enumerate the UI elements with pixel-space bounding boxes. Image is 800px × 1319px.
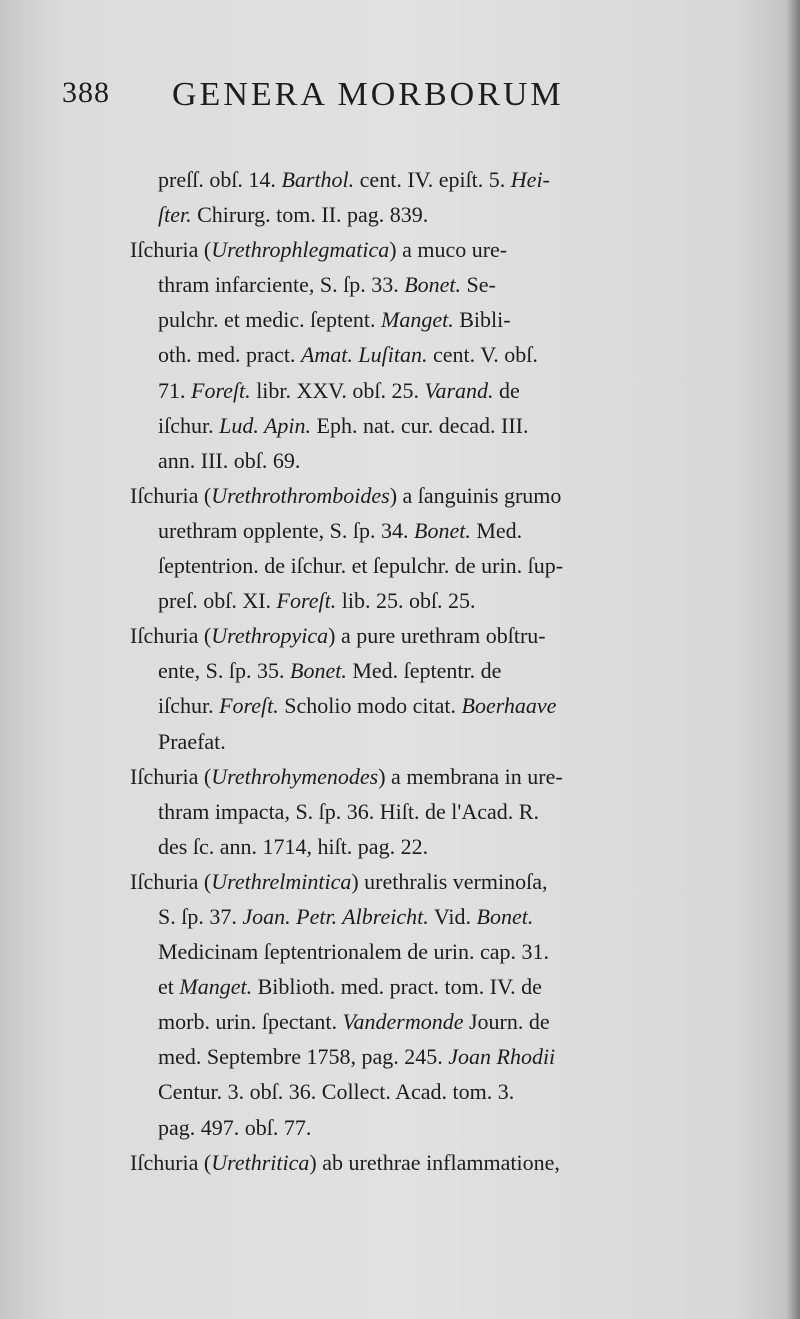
text-segment: Iſchuria ( [130,482,212,508]
text-segment: Biblioth. med. pract. tom. IV. de [252,974,542,1000]
text-segment: thram impacta, S. ſp. 36. Hiſt. de l'Acad. R. [158,798,539,824]
text-segment: Vid. [428,903,477,929]
text-segment: libr. XXV. obſ. 25. [250,377,425,403]
text-line [130,794,708,829]
text-segment: Med. ſeptentr. de [346,658,502,684]
text-line [130,688,708,723]
text-line [130,864,708,899]
text-segment: iſchur. [158,693,220,719]
text-segment: preſ. obſ. XI. [158,588,277,614]
italic-text: Amat. Luſitan. [300,342,428,368]
text-line [130,969,708,1004]
text-segment: Iſchuria ( [130,623,212,649]
text-segment: Journ. de [463,1009,550,1035]
text-line [130,443,708,478]
text-segment: Iſchuria ( [130,868,212,894]
text-line [130,724,708,759]
text-line [130,1004,708,1039]
text-segment: cent. V. obſ. [427,342,538,368]
text-line [130,232,708,267]
running-title: GENERA MORBORUM [172,76,564,113]
text-segment: Iſchuria ( [130,1149,212,1175]
italic-text: Urethrohymenodes [211,763,379,789]
text-segment: ) a membrana in ure- [378,763,563,789]
text-line [130,1074,708,1109]
text-segment: Medicinam ſeptentrionalem de urin. cap. 31. [158,939,549,965]
italic-text: Urethrothromboides [211,482,390,508]
italic-text: Urethropyica [211,623,329,649]
text-block [130,162,708,1180]
text-segment: Iſchuria ( [130,763,212,789]
text-segment: lib. 25. obſ. 25. [336,588,476,614]
text-segment: ) ab urethrae inflammatione, [309,1149,560,1175]
text-line [130,513,708,548]
text-segment: Iſchuria ( [130,237,212,263]
italic-text: Bonet. [290,658,347,684]
text-line [130,197,708,232]
text-line [130,337,708,372]
italic-text: Urethritica [211,1149,310,1175]
italic-text: Lud. Apin. [219,412,311,438]
text-segment: ente, S. ſp. 35. [158,658,290,684]
text-segment: cent. IV. epiſt. 5. [354,167,511,192]
text-segment: thram infarciente, S. ſp. 33. [158,272,405,298]
italic-text: Varand. [424,377,494,403]
text-line [130,583,708,618]
text-segment: S. ſp. 37. [158,903,243,929]
text-segment: pag. 497. obſ. 77. [158,1114,312,1140]
text-segment: ann. III. obſ. 69. [158,447,301,473]
text-segment: ſeptentrion. de iſchur. et ſepulchr. de urin. ſup- [158,553,564,579]
text-line [130,829,708,864]
italic-text: ſter. [158,202,192,228]
text-segment: Chirurg. tom. II. pag. 839. [191,202,429,228]
page-number: 388 [62,76,110,109]
italic-text: Boerhaave [461,693,557,719]
text-segment: Se- [461,272,496,298]
text-segment: Eph. nat. cur. decad. III. [311,412,529,438]
text-line [130,1039,708,1074]
italic-text: Joan Rhodii [448,1044,556,1070]
text-line [130,408,708,443]
text-segment: morb. urin. ſpectant. [158,1009,343,1035]
italic-text: Vandermonde [342,1009,464,1035]
italic-text: Foreſt. [219,693,279,719]
text-line [130,373,708,408]
text-segment: 71. [158,377,191,403]
text-segment: et [158,974,180,1000]
text-segment: ) a ſanguinis grumo [389,482,562,508]
text-line [130,653,708,688]
italic-text: Foreſt. [191,377,251,403]
text-segment: preſſ. obſ. 14. [158,167,282,192]
text-segment: med. Septembre 1758, pag. 245. [158,1044,449,1070]
text-segment: des ſc. ann. 1714, hiſt. pag. 22. [158,833,429,859]
running-head [52,76,640,120]
text-segment: Bibli- [453,307,511,333]
text-segment: Centur. 3. obſ. 36. Collect. Acad. tom. 3. [158,1079,515,1105]
italic-text: Foreſt. [276,588,337,614]
text-line [130,1110,708,1145]
text-line [130,618,708,653]
italic-text: Hei- [510,167,550,192]
text-segment: pulchr. et medic. ſeptent. [158,307,381,333]
text-line [130,1145,708,1180]
text-line [130,302,708,337]
text-segment: ) urethralis verminoſa, [351,868,548,894]
text-segment: Med. [470,517,523,543]
text-segment: urethram opplente, S. ſp. 34. [158,517,415,543]
text-line [130,759,708,794]
italic-text: Barthol. [281,167,355,192]
italic-text: Bonet. [476,903,534,929]
italic-text: Bonet. [404,272,462,298]
text-line [130,267,708,302]
text-segment: oth. med. pract. [158,342,301,368]
text-segment: Praefat. [158,728,226,754]
text-segment: Scholio modo citat. [278,693,462,719]
italic-text: Manget. [381,307,454,333]
text-line [130,548,708,583]
text-line [130,899,708,934]
text-segment: ) a muco ure- [389,237,508,263]
italic-text: Urethrelmintica [211,868,352,894]
italic-text: Manget. [179,974,253,1000]
text-segment: de [493,377,520,403]
text-line [130,478,708,513]
text-segment: ) a pure urethram obſtru- [328,623,546,649]
italic-text: Joan. Petr. Albreicht. [242,903,429,929]
italic-text: Bonet. [414,517,471,543]
text-line [130,162,708,197]
text-line [130,934,708,969]
text-segment: iſchur. [158,412,220,438]
italic-text: Urethrophlegmatica [211,237,390,263]
